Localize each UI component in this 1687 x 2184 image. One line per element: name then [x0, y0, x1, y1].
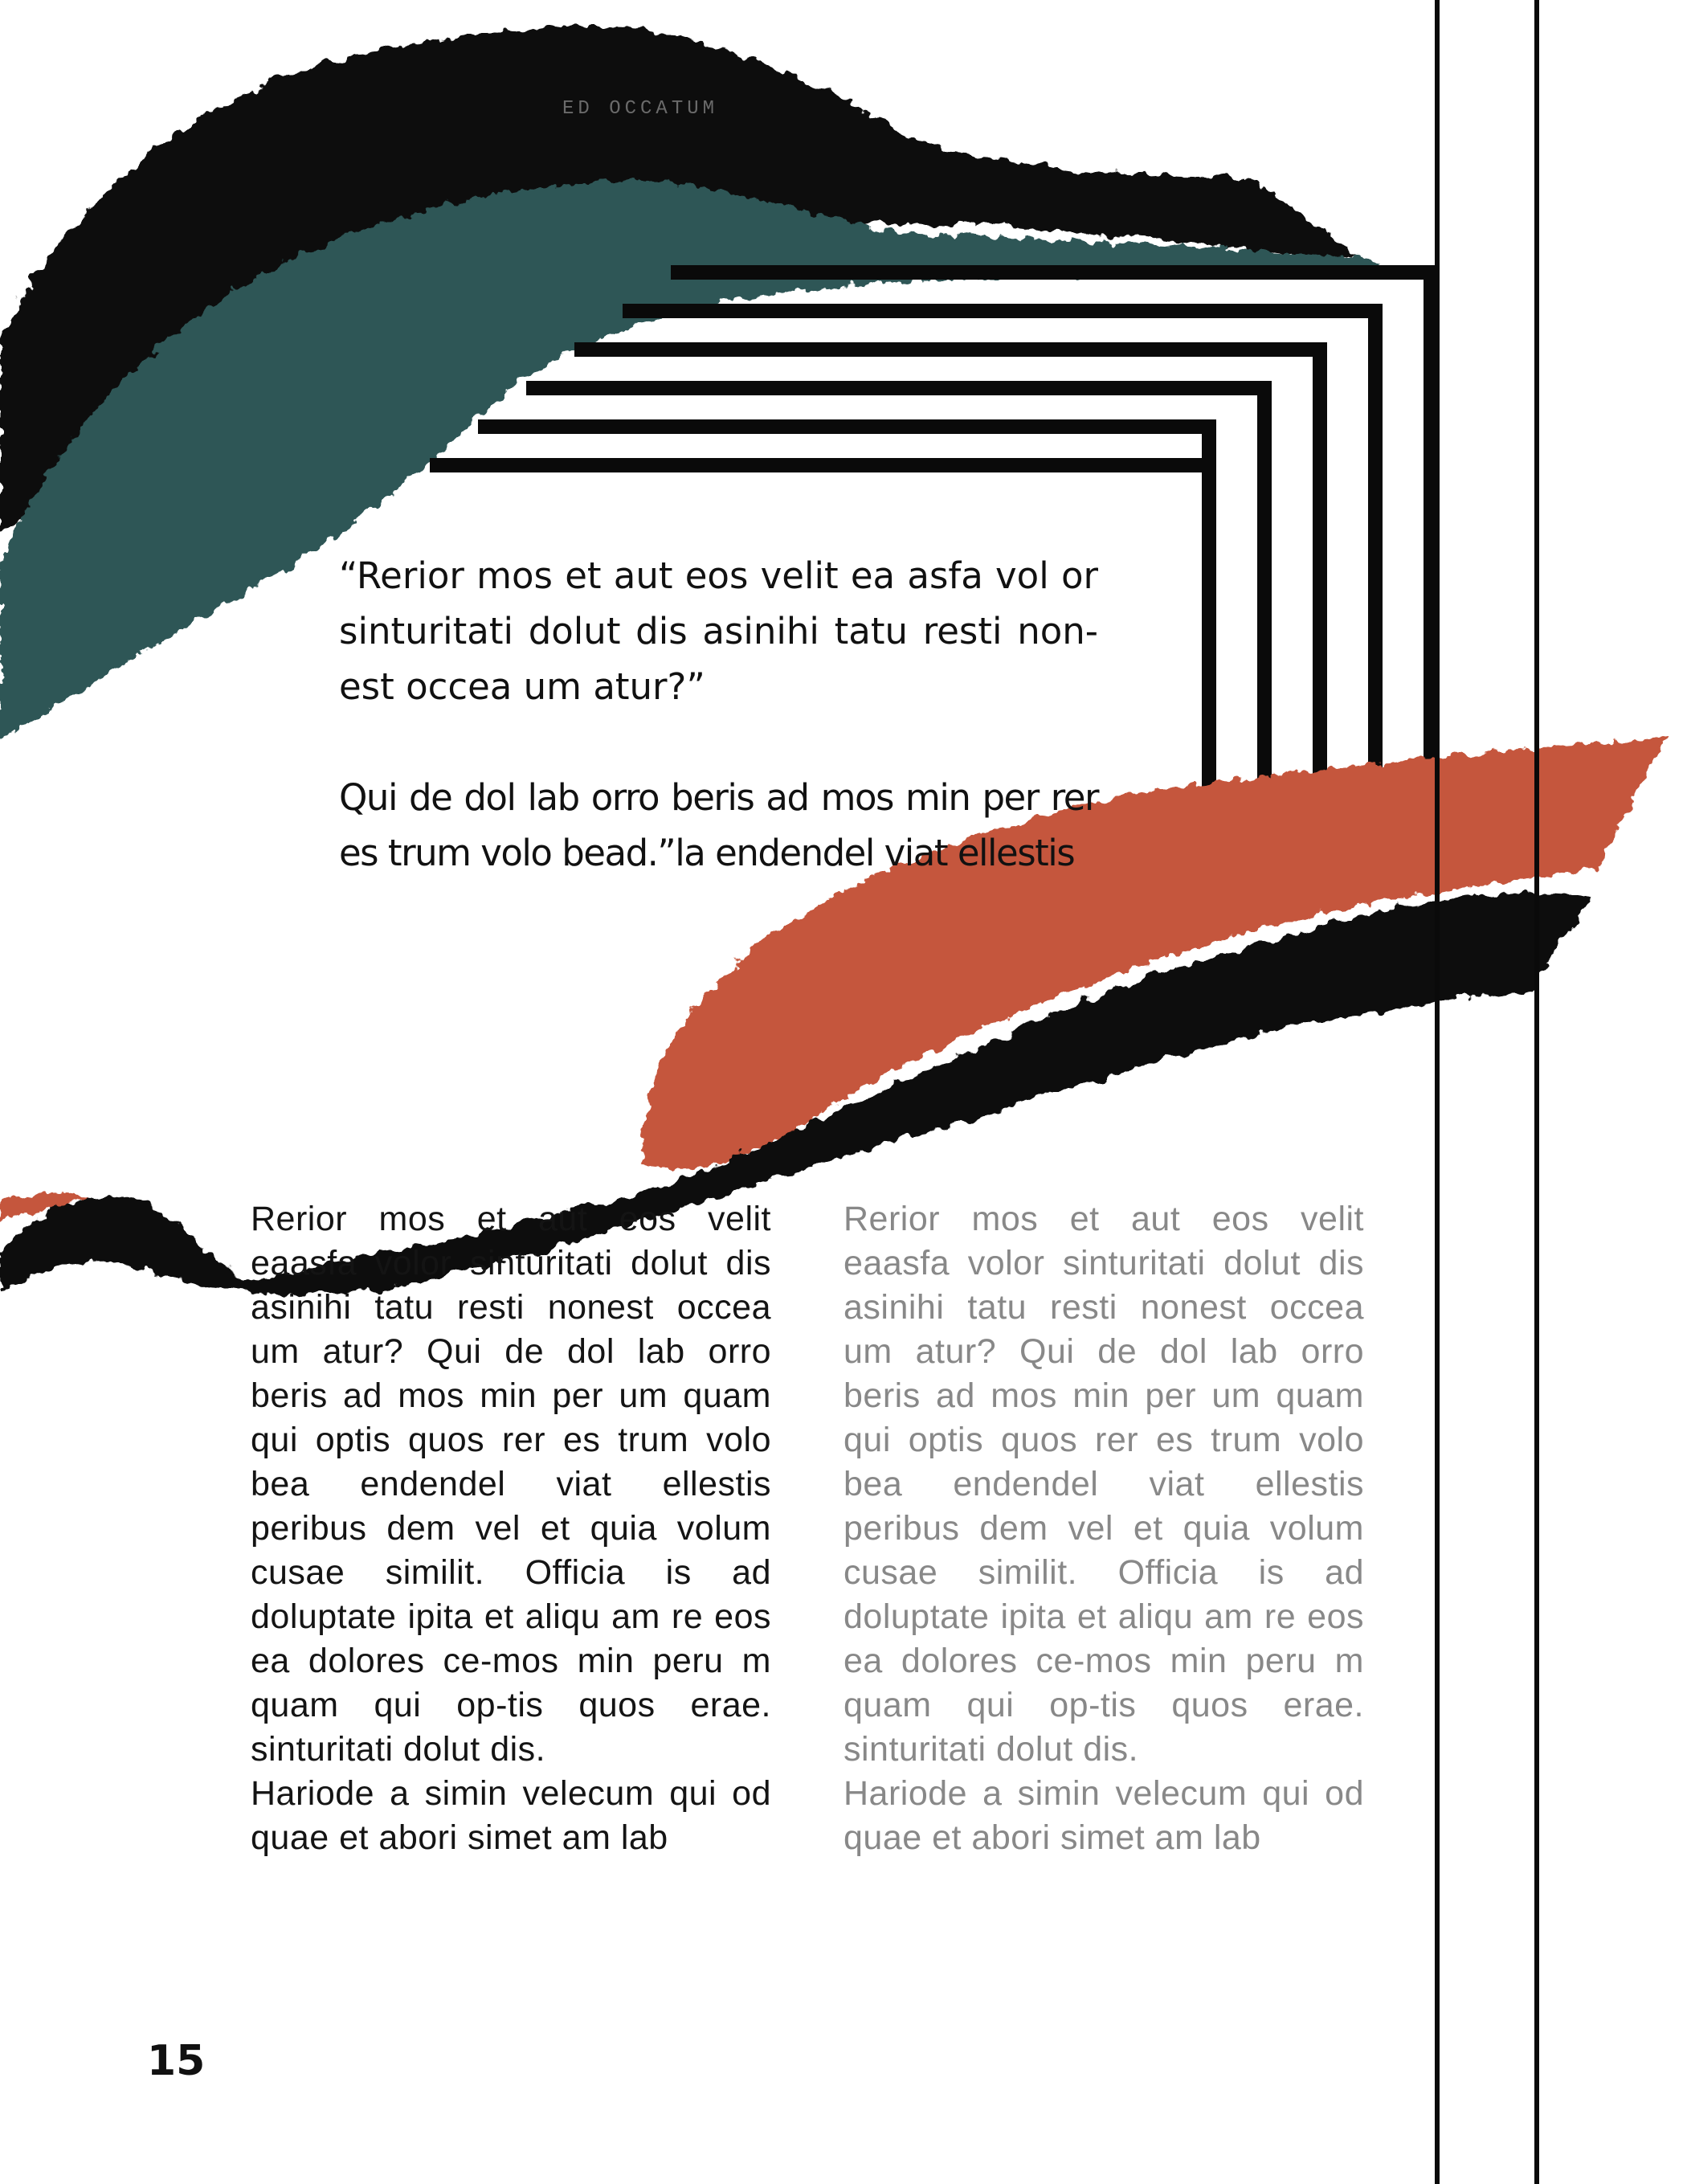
- vertical-rule-left: [1435, 0, 1440, 2184]
- body-paragraph: Hariode a simin velecum qui od quae et abori simet am lab: [251, 1774, 771, 1857]
- pull-quote-continuation: Qui de dol lab orro beris ad mos min per rer es trum volo bead.”la endendel viat ellestis: [339, 776, 1098, 874]
- body-paragraph: Rerior mos et aut eos velit eaasfa volor sinturitati dolut dis asinihi tatu resti nonest occea um atur? Qui de dol lab orro beris ad mos min per um quam qui optis quos rer es trum volo bea endendel viat ellestis peribus dem vel et quia volum cusae similit. Officia is ad doluptate ipita et aliqu am re eos ea dolores ce-mos min peru m quam qui op-tis quos erae. sinturitati dolut dis.: [251, 1200, 771, 1769]
- vertical-rule-right: [1534, 0, 1539, 2184]
- body-paragraph: Rerior mos et aut eos velit eaasfa volor sinturitati dolut dis asinihi tatu resti nonest occea um atur? Qui de dol lab orro beris ad mos min per um quam qui optis quos rer es trum volo bea endendel viat ellestis peribus dem vel et quia volum cusae similit. Officia is ad doluptate ipita et aliqu am re eos ea dolores ce-mos min peru m quam qui op-tis quos erae. sinturitati dolut dis.: [844, 1200, 1364, 1769]
- body-paragraph: Hariode a simin velecum qui od quae et abori simet am lab: [844, 1774, 1364, 1857]
- body-column-left: [251, 1197, 771, 1860]
- body-column-right: [844, 1197, 1364, 1860]
- running-header: ED OCCATUM: [562, 98, 719, 120]
- pull-quote: “Rerior mos et aut eos velit ea asfa vol or sinturitati dolut dis asinihi tatu resti non-est occea um atur?”: [339, 554, 1098, 708]
- page-number: 15: [147, 2037, 206, 2085]
